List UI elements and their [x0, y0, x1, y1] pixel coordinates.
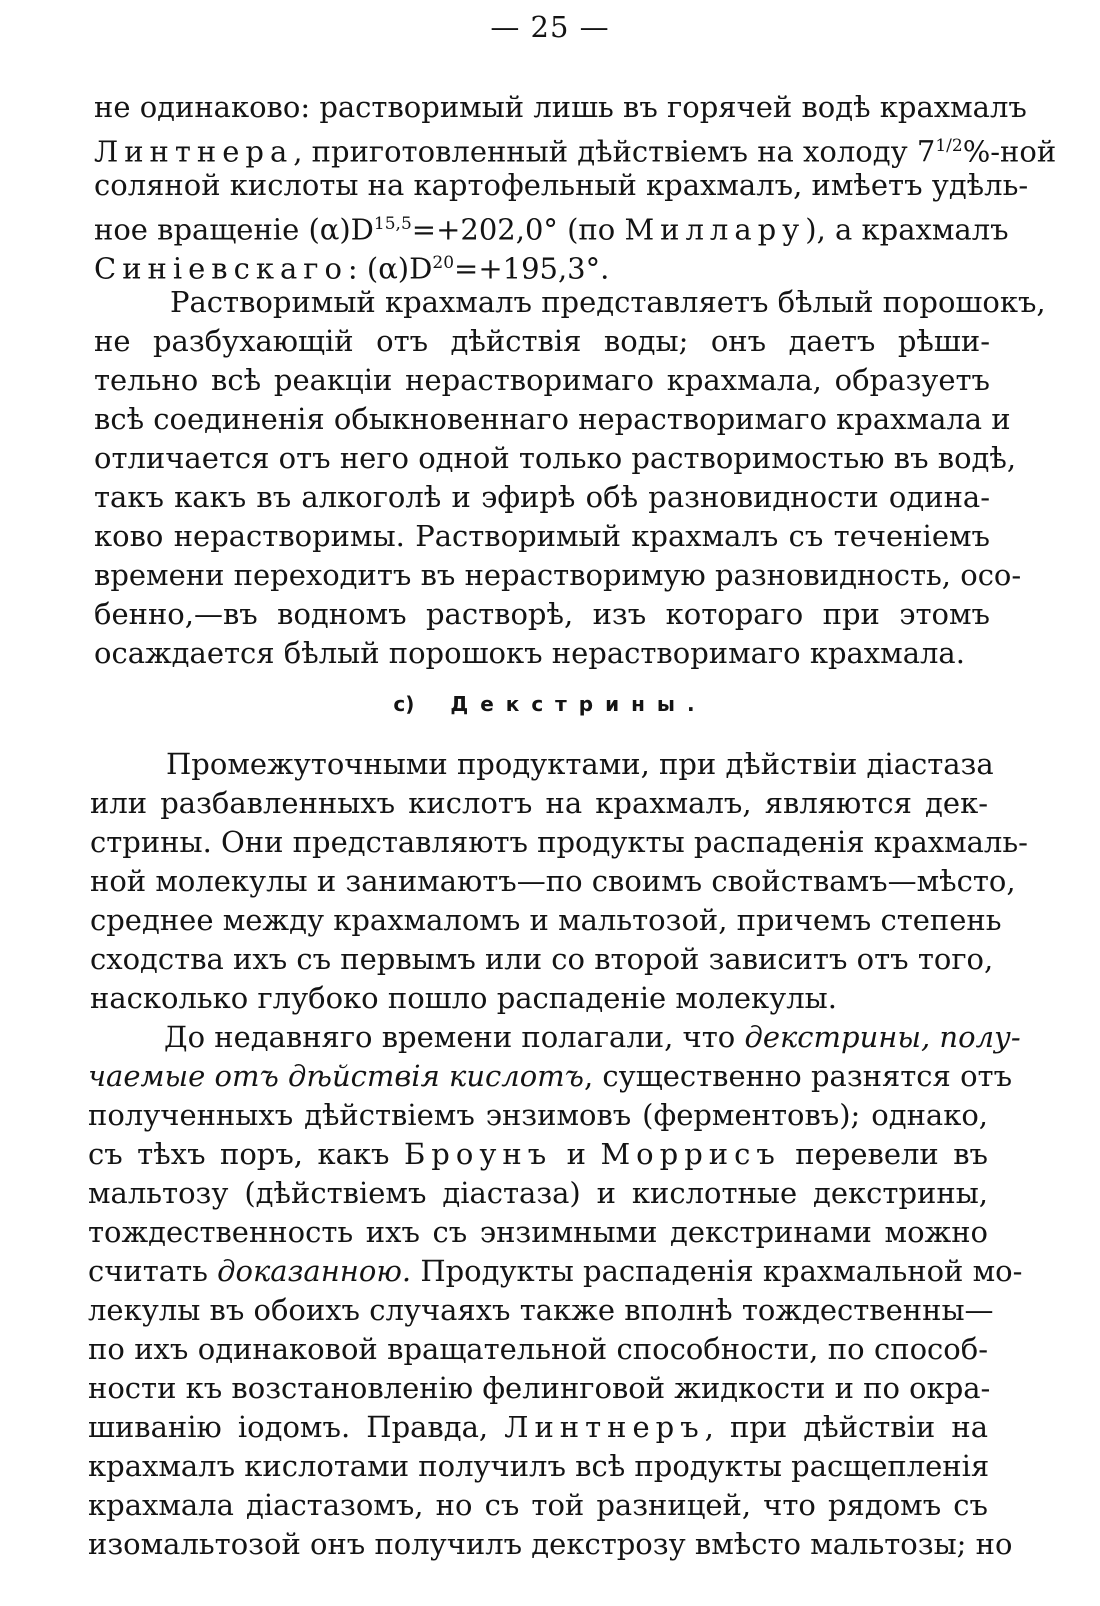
text-line: тельно всѣ реакціи нерастворимаго крахмала, образуетъ	[94, 363, 990, 397]
text-line: или разбавленныхъ кислотъ на крахмалъ, являются дек-	[90, 786, 988, 820]
author-name: Линтнеръ	[504, 1410, 705, 1444]
page-number: — 25 —	[490, 10, 610, 44]
text-line: времени переходитъ въ нерастворимую разновидность, осо-	[94, 558, 1022, 592]
text-line: бенно,—въ водномъ растворѣ, изъ котораго при этомъ	[94, 597, 990, 631]
section-label: c)	[393, 692, 415, 716]
text-line: Синіевскаго: $(\alpha)D^{20}=+195,3^\circ$.	[94, 251, 610, 286]
text-line: тождественность ихъ съ энзимными декстринами можно	[88, 1215, 988, 1249]
text-line: насколько глубоко пошло распаденіе молекулы.	[90, 981, 837, 1015]
text-line: считать доказанною. Продукты распаденія крахмальной мо-	[88, 1254, 1023, 1288]
text-line: мальтозу (дѣйствіемъ діастаза) и кислотные декстрины,	[88, 1176, 988, 1210]
text-line: такъ какъ въ алкоголѣ и эфирѣ обѣ разновидности одина-	[94, 480, 990, 514]
text-line: стрины. Они представляютъ продукты распаденія крахмаль-	[90, 825, 1028, 859]
text-line: изомальтозой онъ получилъ декстрозу вмѣсто мальтозы; но	[88, 1527, 1013, 1561]
author-name: Миллару	[624, 212, 806, 247]
paragraph-dextrins-intro	[90, 745, 1028, 1018]
text-line: Промежуточными продуктами, при дѣйствіи діастаза	[166, 747, 994, 781]
text-line: крахмалъ кислотами получилъ всѣ продукты расщепленія	[88, 1449, 990, 1483]
text-line: всѣ соединенія обыкновеннаго нерастворимаго крахмала и	[94, 402, 1011, 436]
author-name: Синіевскаго	[94, 251, 348, 286]
text-line: не разбухающій отъ дѣйствія воды; онъ даетъ рѣши-	[94, 324, 990, 358]
text-line: шиванію іодомъ. Правда, Линтнеръ, при дѣйствіи на	[88, 1410, 988, 1444]
text-line: лекулы въ обоихъ случаяхъ также вполнѣ тождественны—	[88, 1293, 994, 1327]
text-line: по ихъ одинаковой вращательной способности, по способ-	[88, 1332, 988, 1366]
text-line: крахмала діастазомъ, но съ той разницей, что рядомъ съ	[88, 1488, 988, 1522]
author-name: Линтнера	[94, 134, 294, 169]
text-line: До недавняго времени полагали, что декстрины, полу-	[164, 1020, 1021, 1054]
text-line: отличается отъ него одной только растворимостью въ водѣ,	[94, 441, 1017, 475]
section-title: Декстрины.	[450, 692, 707, 716]
paragraph-dextrins-history	[88, 1018, 1023, 1564]
text-line: ной молекулы и занимаютъ—по своимъ свойствамъ—мѣсто,	[90, 864, 1016, 898]
text-line: не одинаково: растворимый лишь въ горячей водѣ крахмалъ	[94, 90, 1027, 124]
text-line: ково нерастворимы. Растворимый крахмалъ съ теченіемъ	[94, 519, 990, 553]
text-line: полученныхъ дѣйствіемъ энзимовъ (ферментовъ); однако,	[88, 1098, 988, 1132]
text-line: ное вращеніе $(\alpha)D^{15,5}=+202,0^\circ$ (по Миллару), а крахмалъ	[94, 212, 1009, 247]
text-line: соляной кислоты на картофельный крахмалъ, имѣетъ удѣль-	[94, 168, 1029, 202]
text-line: чаемые отъ дѣйствія кислотъ, существенно разнятся отъ	[88, 1059, 1013, 1093]
text-line: осаждается бѣлый порошокъ нерастворимаго крахмала.	[94, 636, 965, 670]
author-name: Моррисъ	[600, 1137, 781, 1171]
paragraph-soluble-starch	[94, 283, 1046, 673]
text-line: Линтнера, приготовленный дѣйствіемъ на холоду $7^{1/2}\%$-ной	[94, 134, 1057, 169]
text-line: Растворимый крахмалъ представляетъ бѣлый порошокъ,	[170, 285, 1046, 319]
author-name: Броунъ	[403, 1137, 553, 1171]
text-line: съ тѣхъ поръ, какъ Броунъ и Моррисъ перевели въ	[88, 1137, 989, 1171]
section-heading	[0, 692, 1100, 716]
text-line: сходства ихъ съ первымъ или со второй зависитъ отъ того,	[90, 942, 994, 976]
text-line: ности къ возстановленію фелинговой жидкости и по окра-	[88, 1371, 991, 1405]
text-line: среднее между крахмаломъ и мальтозой, причемъ степень	[90, 903, 1002, 937]
paragraph-continuation	[94, 88, 1057, 286]
